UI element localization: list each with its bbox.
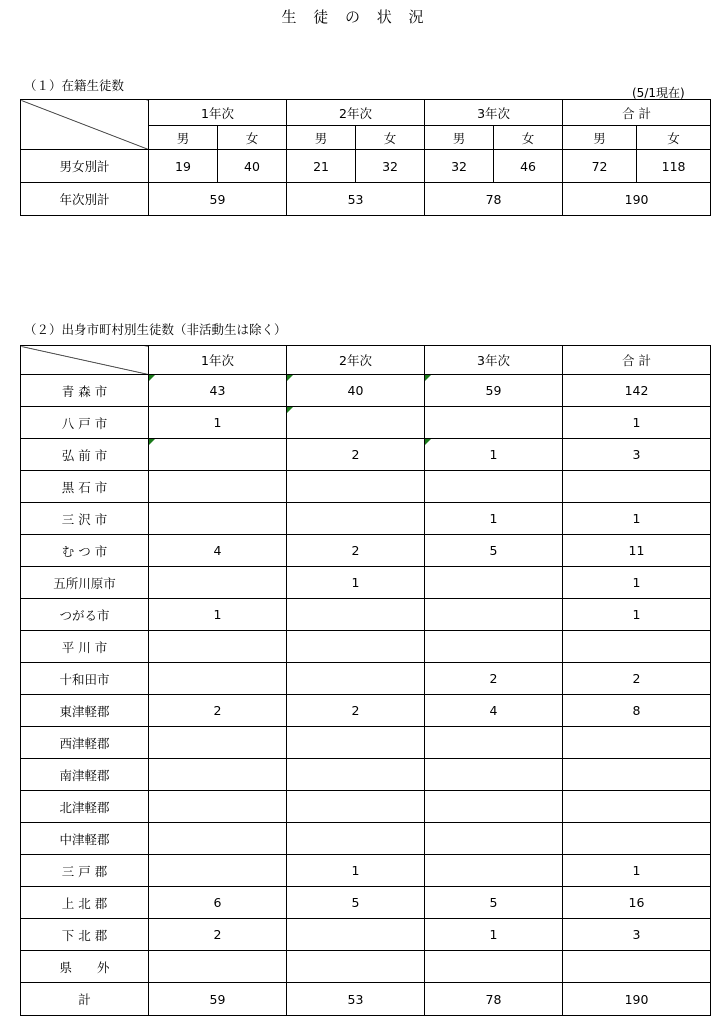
cell-value: 4 [149, 535, 287, 567]
cell-value: 2 [149, 695, 287, 727]
cell-value [149, 567, 287, 599]
cell-value: 11 [563, 535, 711, 567]
cell-value [287, 599, 425, 631]
col-year-1: 1年次 [149, 346, 287, 375]
cell-value: 5 [425, 535, 563, 567]
cell-value: 1 [563, 599, 711, 631]
row-label-municipality: 三 沢 市 [21, 503, 149, 535]
cell-value [563, 951, 711, 983]
cell-value: 118 [637, 150, 711, 183]
table-row [21, 759, 711, 791]
cell-value [563, 759, 711, 791]
cell-value: 1 [563, 503, 711, 535]
row-label-municipality: 西津軽郡 [21, 727, 149, 759]
section2-heading: （２）出身市町村別生徒数（非活動生は除く） [24, 322, 287, 337]
cell-value: 2 [563, 663, 711, 695]
table-row [21, 599, 711, 631]
cell-value [287, 407, 425, 439]
row-label-municipality: 南津軽郡 [21, 759, 149, 791]
cell-value: 3 [563, 439, 711, 471]
col-year-2: 2年次 [287, 346, 425, 375]
cell-value [287, 503, 425, 535]
cell-value [287, 919, 425, 951]
row-label-municipality: む つ 市 [21, 535, 149, 567]
row-label-municipality: つがる市 [21, 599, 149, 631]
col-year-3: 3年次 [425, 346, 563, 375]
col-female: 女 [494, 126, 563, 150]
enrollment-table [20, 99, 711, 216]
table-row [21, 791, 711, 823]
row-label-municipality: 弘 前 市 [21, 439, 149, 471]
cell-value: 40 [218, 150, 287, 183]
cell-value [425, 727, 563, 759]
table-row [21, 663, 711, 695]
cell-value: 43 [149, 375, 287, 407]
row-label-total: 計 [21, 983, 149, 1016]
cell-value [425, 599, 563, 631]
cell-value [149, 503, 287, 535]
row-label-municipality: 黒 石 市 [21, 471, 149, 503]
cell-value: 46 [494, 150, 563, 183]
col-male: 男 [563, 126, 637, 150]
cell-value: 59 [149, 183, 287, 216]
row-label-municipality: 青 森 市 [21, 375, 149, 407]
row-label-municipality: 中津軽郡 [21, 823, 149, 855]
cell-value: 53 [287, 983, 425, 1016]
cell-value: 5 [287, 887, 425, 919]
col-female: 女 [218, 126, 287, 150]
table-row [21, 439, 711, 471]
cell-value [563, 727, 711, 759]
table-row [21, 951, 711, 983]
cell-value [425, 951, 563, 983]
cell-value: 59 [149, 983, 287, 1016]
row-label-gender: 男女別計 [21, 150, 149, 183]
hometown-table [20, 345, 711, 1016]
cell-value: 40 [287, 375, 425, 407]
cell-value [425, 855, 563, 887]
cell-value: 1 [287, 855, 425, 887]
cell-value: 190 [563, 983, 711, 1016]
cell-value: 1 [563, 855, 711, 887]
cell-value: 16 [563, 887, 711, 919]
cell-value: 5 [425, 887, 563, 919]
row-label-municipality: 北津軽郡 [21, 791, 149, 823]
cell-value: 2 [287, 695, 425, 727]
cell-value: 1 [563, 407, 711, 439]
col-male: 男 [425, 126, 494, 150]
col-year-1: 1年次 [149, 100, 287, 126]
table-row [21, 631, 711, 663]
cell-value: 142 [563, 375, 711, 407]
row-label-municipality: 上 北 郡 [21, 887, 149, 919]
cell-value [425, 759, 563, 791]
table-row [21, 823, 711, 855]
table-row [21, 535, 711, 567]
cell-value [287, 791, 425, 823]
table-row [21, 503, 711, 535]
row-label-municipality: 下 北 郡 [21, 919, 149, 951]
cell-value: 32 [425, 150, 494, 183]
table-row-total [21, 983, 711, 1016]
table-row [21, 887, 711, 919]
table-row [21, 727, 711, 759]
cell-value: 19 [149, 150, 218, 183]
cell-value [287, 727, 425, 759]
cell-value: 3 [563, 919, 711, 951]
row-label-municipality: 東津軽郡 [21, 695, 149, 727]
cell-value [287, 631, 425, 663]
table-row [21, 855, 711, 887]
col-total: 合 計 [563, 346, 711, 375]
cell-value: 1 [149, 599, 287, 631]
col-year-2: 2年次 [287, 100, 425, 126]
cell-value: 1 [287, 567, 425, 599]
col-male: 男 [287, 126, 356, 150]
table-row [21, 471, 711, 503]
cell-value: 32 [356, 150, 425, 183]
cell-value [149, 759, 287, 791]
cell-value: 2 [149, 919, 287, 951]
col-year-3: 3年次 [425, 100, 563, 126]
table-row [21, 567, 711, 599]
section1-heading: （１）在籍生徒数 [24, 78, 125, 93]
cell-value [149, 663, 287, 695]
row-label-municipality: 八 戸 市 [21, 407, 149, 439]
cell-value: 1 [149, 407, 287, 439]
cell-value: 8 [563, 695, 711, 727]
cell-value: 2 [287, 439, 425, 471]
page-title: 生 徒 の 状 況 [281, 8, 430, 26]
cell-value: 72 [563, 150, 637, 183]
row-label-municipality: 十和田市 [21, 663, 149, 695]
row-label-municipality: 三 戸 郡 [21, 855, 149, 887]
cell-value [287, 471, 425, 503]
col-female: 女 [356, 126, 425, 150]
col-male: 男 [149, 126, 218, 150]
cell-value: 2 [425, 663, 563, 695]
cell-value [149, 823, 287, 855]
col-total: 合 計 [563, 100, 711, 126]
cell-value [425, 791, 563, 823]
corner-cell [21, 346, 149, 375]
cell-value [563, 631, 711, 663]
cell-value: 21 [287, 150, 356, 183]
cell-value: 59 [425, 375, 563, 407]
cell-value: 1 [425, 439, 563, 471]
cell-value [425, 471, 563, 503]
as-of-date: (5/1現在) [632, 86, 685, 100]
cell-value [287, 663, 425, 695]
table-row [21, 375, 711, 407]
cell-value: 1 [425, 503, 563, 535]
cell-value: 1 [425, 919, 563, 951]
table-row [21, 919, 711, 951]
row-label-municipality: 五所川原市 [21, 567, 149, 599]
cell-value [563, 791, 711, 823]
cell-value [425, 407, 563, 439]
cell-value [149, 631, 287, 663]
cell-value: 53 [287, 183, 425, 216]
table-row [21, 407, 711, 439]
cell-value [149, 855, 287, 887]
cell-value [563, 823, 711, 855]
cell-value [287, 823, 425, 855]
cell-value [425, 823, 563, 855]
row-label-municipality: 県 外 [21, 951, 149, 983]
cell-value [425, 567, 563, 599]
cell-value [287, 951, 425, 983]
cell-value [425, 631, 563, 663]
table-row [21, 695, 711, 727]
cell-value [149, 439, 287, 471]
cell-value: 190 [563, 183, 711, 216]
cell-value: 6 [149, 887, 287, 919]
cell-value: 2 [287, 535, 425, 567]
cell-value [149, 727, 287, 759]
row-label-year: 年次別計 [21, 183, 149, 216]
cell-value: 1 [563, 567, 711, 599]
col-female: 女 [637, 126, 711, 150]
cell-value [149, 791, 287, 823]
cell-value: 4 [425, 695, 563, 727]
cell-value [287, 759, 425, 791]
cell-value [149, 951, 287, 983]
cell-value [563, 471, 711, 503]
row-label-municipality: 平 川 市 [21, 631, 149, 663]
cell-value: 78 [425, 983, 563, 1016]
corner-cell [21, 100, 149, 150]
cell-value [149, 471, 287, 503]
cell-value: 78 [425, 183, 563, 216]
